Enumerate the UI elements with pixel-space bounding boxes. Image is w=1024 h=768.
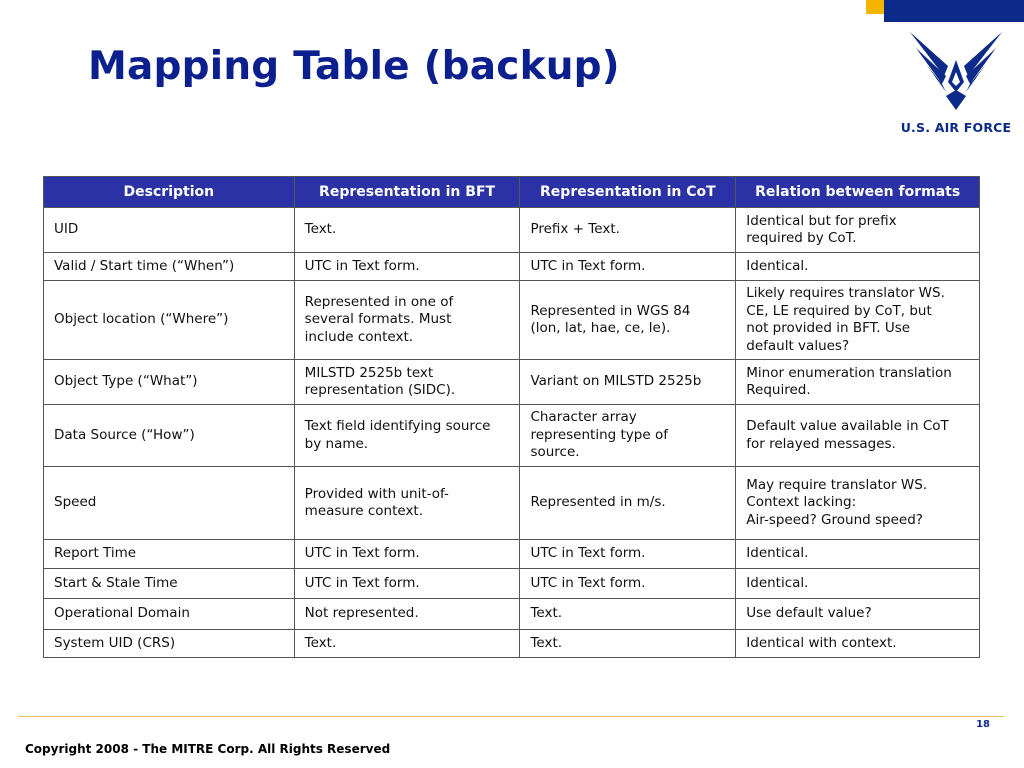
table-cell: Represented in one of several formats. Must include context.	[294, 281, 520, 360]
table-cell: Provided with unit-of- measure context.	[294, 467, 520, 540]
header-description: Description	[44, 177, 295, 208]
table-row	[44, 467, 980, 540]
table-cell: UTC in Text form.	[294, 253, 520, 281]
table-cell: Identical with context.	[736, 630, 980, 658]
table-row	[44, 253, 980, 281]
table-cell: Represented in WGS 84 (lon, lat, hae, ce, le).	[520, 281, 736, 360]
table-cell: UTC in Text form.	[520, 540, 736, 569]
table-cell: Text.	[294, 630, 520, 658]
mapping-table	[43, 176, 980, 658]
table-cell: Speed	[44, 467, 295, 540]
table-cell: Character array representing type of source.	[520, 405, 736, 467]
table-cell: Identical but for prefix required by CoT.	[736, 208, 980, 253]
table-cell: UTC in Text form.	[520, 253, 736, 281]
table-cell: Not represented.	[294, 599, 520, 630]
table-cell: Identical.	[736, 540, 980, 569]
table-cell: System UID (CRS)	[44, 630, 295, 658]
table-cell: Identical.	[736, 253, 980, 281]
slide-title: Mapping Table (backup)	[88, 44, 620, 89]
header-cot: Representation in CoT	[520, 177, 736, 208]
table-cell: Use default value?	[736, 599, 980, 630]
table-cell: UTC in Text form.	[294, 540, 520, 569]
air-force-logo-text: U.S. AIR FORCE	[900, 120, 1012, 135]
table-cell: Object location (“Where”)	[44, 281, 295, 360]
top-accent-yellow	[866, 0, 884, 14]
table-cell: Valid / Start time (“When”)	[44, 253, 295, 281]
table-cell: Represented in m/s.	[520, 467, 736, 540]
table-cell: Report Time	[44, 540, 295, 569]
table-cell: Likely requires translator WS. CE, LE required by CoT, but not provided in BFT. Use default values?	[736, 281, 980, 360]
table-row	[44, 540, 980, 569]
table-cell: Text.	[520, 630, 736, 658]
table-cell: Identical.	[736, 569, 980, 599]
table-cell: UTC in Text form.	[294, 569, 520, 599]
air-force-wings-icon	[908, 30, 1004, 114]
table-header-row	[44, 177, 980, 208]
table-cell: Text.	[294, 208, 520, 253]
table-cell: Variant on MILSTD 2525b	[520, 360, 736, 405]
table-row	[44, 208, 980, 253]
table-cell: UTC in Text form.	[520, 569, 736, 599]
table-cell: Data Source (“How”)	[44, 405, 295, 467]
table-cell: Object Type (“What”)	[44, 360, 295, 405]
table-row	[44, 569, 980, 599]
table-row	[44, 360, 980, 405]
table-cell: Minor enumeration translation Required.	[736, 360, 980, 405]
table-cell: Default value available in CoT for relayed messages.	[736, 405, 980, 467]
table-row	[44, 405, 980, 467]
table-cell: Start & Stale Time	[44, 569, 295, 599]
header-bft: Representation in BFT	[294, 177, 520, 208]
top-accent-blue	[884, 0, 1024, 22]
table-cell: Text field identifying source by name.	[294, 405, 520, 467]
table-cell: UID	[44, 208, 295, 253]
table-cell: MILSTD 2525b text representation (SIDC).	[294, 360, 520, 405]
table-cell: Prefix + Text.	[520, 208, 736, 253]
table-cell: Text.	[520, 599, 736, 630]
footer-divider	[18, 716, 1004, 717]
table-row	[44, 630, 980, 658]
table-cell: Operational Domain	[44, 599, 295, 630]
table-row	[44, 599, 980, 630]
table-cell: May require translator WS. Context lacking: Air-speed? Ground speed?	[736, 467, 980, 540]
table-row	[44, 281, 980, 360]
air-force-logo	[888, 30, 1024, 140]
copyright-notice: Copyright 2008 - The MITRE Corp. All Rights Reserved	[25, 742, 391, 756]
page-number: 18	[976, 719, 990, 730]
header-relation: Relation between formats	[736, 177, 980, 208]
